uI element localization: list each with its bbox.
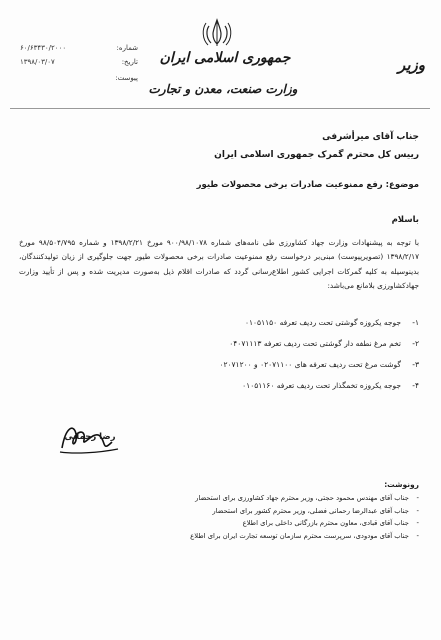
item-number: ۳- — [412, 360, 419, 369]
signer-name: رضا رحمانی — [64, 432, 116, 442]
item-number: ۴- — [412, 381, 419, 390]
meta-attachment-value — [20, 74, 104, 82]
copy-text: جناب آقای قبادی، معاون محترم بازرگانی داخلی برای اطلاع — [242, 519, 409, 528]
item-text: جوجه یکروزه تخمگذار تحت ردیف تعرفه ۰۱۰۵۱۱۶۰ — [242, 381, 401, 390]
meta-number-label: شماره: — [116, 44, 138, 52]
list-item — [89, 339, 419, 360]
meta-date-label: تاریخ: — [121, 58, 138, 66]
list-item — [79, 519, 419, 532]
copy-text: جناب آقای مهندس محمود حجتی، وزیر محترم جهاد کشاورزی برای استحضار — [195, 494, 409, 502]
item-list — [89, 318, 419, 402]
list-item — [89, 381, 419, 402]
letter-subject: موضوع: رفع ممنوعیت صادرات برخی محصولات طیور — [196, 180, 419, 190]
item-number: ۱- — [412, 318, 419, 327]
addressee-title: رییس کل محترم گمرک جمهوری اسلامی ایران — [214, 150, 419, 160]
meta-date — [18, 58, 138, 66]
list-item — [89, 360, 419, 381]
item-text: تخم مرغ نطفه دار گوشتی تحت ردیف تعرفه ۰۴۰۷۱۱۱۳ — [229, 339, 401, 348]
addressee-name: جناب آقای میرأشرفی — [322, 132, 419, 142]
list-item — [79, 494, 419, 507]
copy-text: جناب آقای عبدالرضا رحمانی فضلی، وزیر محترم کشور برای استحضار — [212, 506, 409, 515]
item-number: ۲- — [412, 339, 419, 348]
greeting: باسلام — [391, 215, 419, 225]
copies-list — [79, 494, 419, 544]
copy-text: جناب آقای مودودی، سرپرست محترم سازمان توسعه تجارت ایران برای اطلاع — [190, 531, 409, 540]
item-text: گوشت مرغ تحت ردیف تعرفه های ۰۲۰۷۱۱۰۰ و ۰۲۰۷۱۲۰۰ — [219, 360, 401, 369]
ministry-title: وزارت صنعت، معدن و تجارت — [148, 82, 298, 96]
bullet-dash: - — [416, 506, 419, 515]
copies-title: رونوشت: — [384, 480, 419, 489]
iran-emblem-icon — [200, 18, 234, 48]
bullet-dash: - — [416, 494, 419, 502]
list-item — [79, 532, 419, 545]
minister-label: وزیر — [398, 56, 425, 74]
list-item — [79, 507, 419, 520]
item-text: جوجه یکروزه گوشتی تحت ردیف تعرفه ۰۱۰۵۱۱۵۰ — [244, 318, 401, 327]
republic-title: جمهوری اسلامی ایران — [159, 50, 291, 66]
header-divider — [10, 108, 430, 109]
meta-attachment-label: پیوست: — [115, 74, 138, 82]
meta-date-value: ۱۳۹۸/۰۳/۰۷ — [20, 58, 55, 66]
letter-body: با توجه به پیشنهادات وزارت جهاد کشاورزی طی نامه‌های شماره ۹۰۰/۹۸/۱۰۷۸ مورخ ۱۳۹۸/۲/۲۱ و شماره ۹۸/۵۰۴/۷۹۵ مورخ ۱۳۹۸/۲/۱۷ (تصویرپیوست) مبنی‌بر درخواست رفع ممنوعیت صادرات برخی محصولات طیور جهت جلوگیری از زیان تولیدکنندگان، بدینوسیله به کلیه گمرکات اجرایی کشور اطلاع‌رسانی گردد که صادرات اقلام ذیل به‌صورت مدیریت شده و پس از تأیید وزارت جهادکشاورزی بلامانع می‌باشد: — [19, 238, 420, 291]
bullet-dash: - — [416, 531, 419, 540]
meta-number — [18, 44, 138, 52]
list-item — [89, 318, 419, 339]
meta-attachment — [18, 74, 138, 82]
meta-number-value: ۶۰/۶۳۴۳۰/۲۰۰۰ — [20, 44, 67, 52]
bullet-dash: - — [416, 519, 419, 528]
